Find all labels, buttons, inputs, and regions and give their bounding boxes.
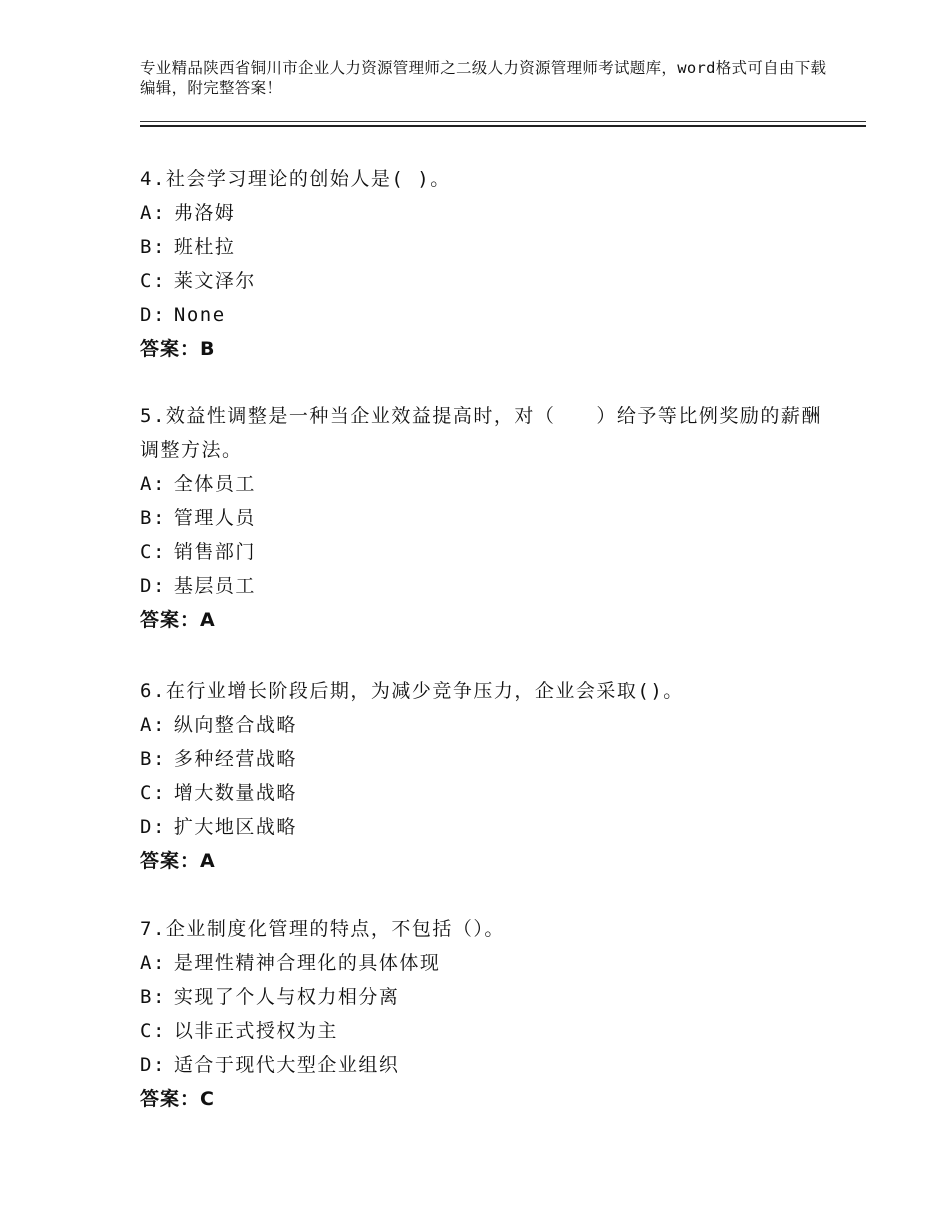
option-text: 纵向整合战略	[173, 714, 297, 736]
header-divider-thick	[140, 125, 866, 127]
option-d	[140, 569, 830, 603]
question-4	[140, 162, 830, 366]
option-text: 增大数量战略	[173, 782, 297, 804]
option-key: B:	[140, 748, 166, 770]
option-a	[140, 946, 830, 980]
question-stem: 5.效益性调整是一种当企业效益提高时，对（ ）给予等比例奖励的薪酬调整方法。	[140, 405, 822, 461]
question-stem: 7.企业制度化管理的特点，不包括（）。	[140, 918, 505, 940]
option-text: 弗洛姆	[173, 202, 236, 224]
option-text: 全体员工	[173, 473, 256, 495]
option-b	[140, 742, 830, 776]
option-text: 莱文泽尔	[173, 270, 256, 292]
question-stem: 4.社会学习理论的创始人是( )。	[140, 168, 451, 190]
option-key: A:	[140, 473, 166, 495]
option-key: D:	[140, 304, 166, 326]
option-text: 扩大地区战略	[173, 816, 297, 838]
option-key: B:	[140, 986, 166, 1008]
answer: 答案：A	[140, 609, 216, 631]
option-key: A:	[140, 952, 166, 974]
option-key: C:	[140, 270, 166, 292]
question-stem: 6.在行业增长阶段后期，为减少竞争压力，企业会采取()。	[140, 680, 684, 702]
option-key: C:	[140, 782, 166, 804]
option-key: B:	[140, 507, 166, 529]
option-b	[140, 980, 830, 1014]
answer: 答案：C	[140, 1088, 215, 1110]
option-text: 班杜拉	[173, 236, 236, 258]
option-text: 多种经营战略	[173, 748, 297, 770]
option-text: 以非正式授权为主	[173, 1020, 338, 1042]
option-text: 实现了个人与权力相分离	[173, 986, 400, 1008]
option-text: 管理人员	[173, 507, 256, 529]
option-key: B:	[140, 236, 166, 258]
question-7	[140, 912, 830, 1116]
option-d	[140, 1048, 830, 1082]
option-key: A:	[140, 202, 166, 224]
option-d	[140, 298, 830, 332]
answer: 答案：B	[140, 338, 216, 360]
option-c	[140, 264, 830, 298]
option-b	[140, 501, 830, 535]
option-a	[140, 708, 830, 742]
option-key: D:	[140, 816, 166, 838]
option-text: 销售部门	[173, 541, 256, 563]
option-c	[140, 776, 830, 810]
option-c	[140, 1014, 830, 1048]
option-a	[140, 467, 830, 501]
option-d	[140, 810, 830, 844]
answer: 答案：A	[140, 850, 216, 872]
option-key: C:	[140, 541, 166, 563]
option-key: C:	[140, 1020, 166, 1042]
option-text: 适合于现代大型企业组织	[173, 1054, 400, 1076]
option-text: 基层员工	[173, 575, 256, 597]
option-a	[140, 196, 830, 230]
option-c	[140, 535, 830, 569]
question-6	[140, 674, 830, 878]
option-text: None	[173, 304, 226, 326]
option-key: D:	[140, 575, 166, 597]
header-divider-thin	[140, 121, 866, 122]
question-5	[140, 399, 830, 637]
option-key: A:	[140, 714, 166, 736]
option-key: D:	[140, 1054, 166, 1076]
option-b	[140, 230, 830, 264]
option-text: 是理性精神合理化的具体体现	[173, 952, 441, 974]
document-header: 专业精品陕西省铜川市企业人力资源管理师之二级人力资源管理师考试题库，word格式可自由下载编辑，附完整答案！	[140, 59, 827, 97]
